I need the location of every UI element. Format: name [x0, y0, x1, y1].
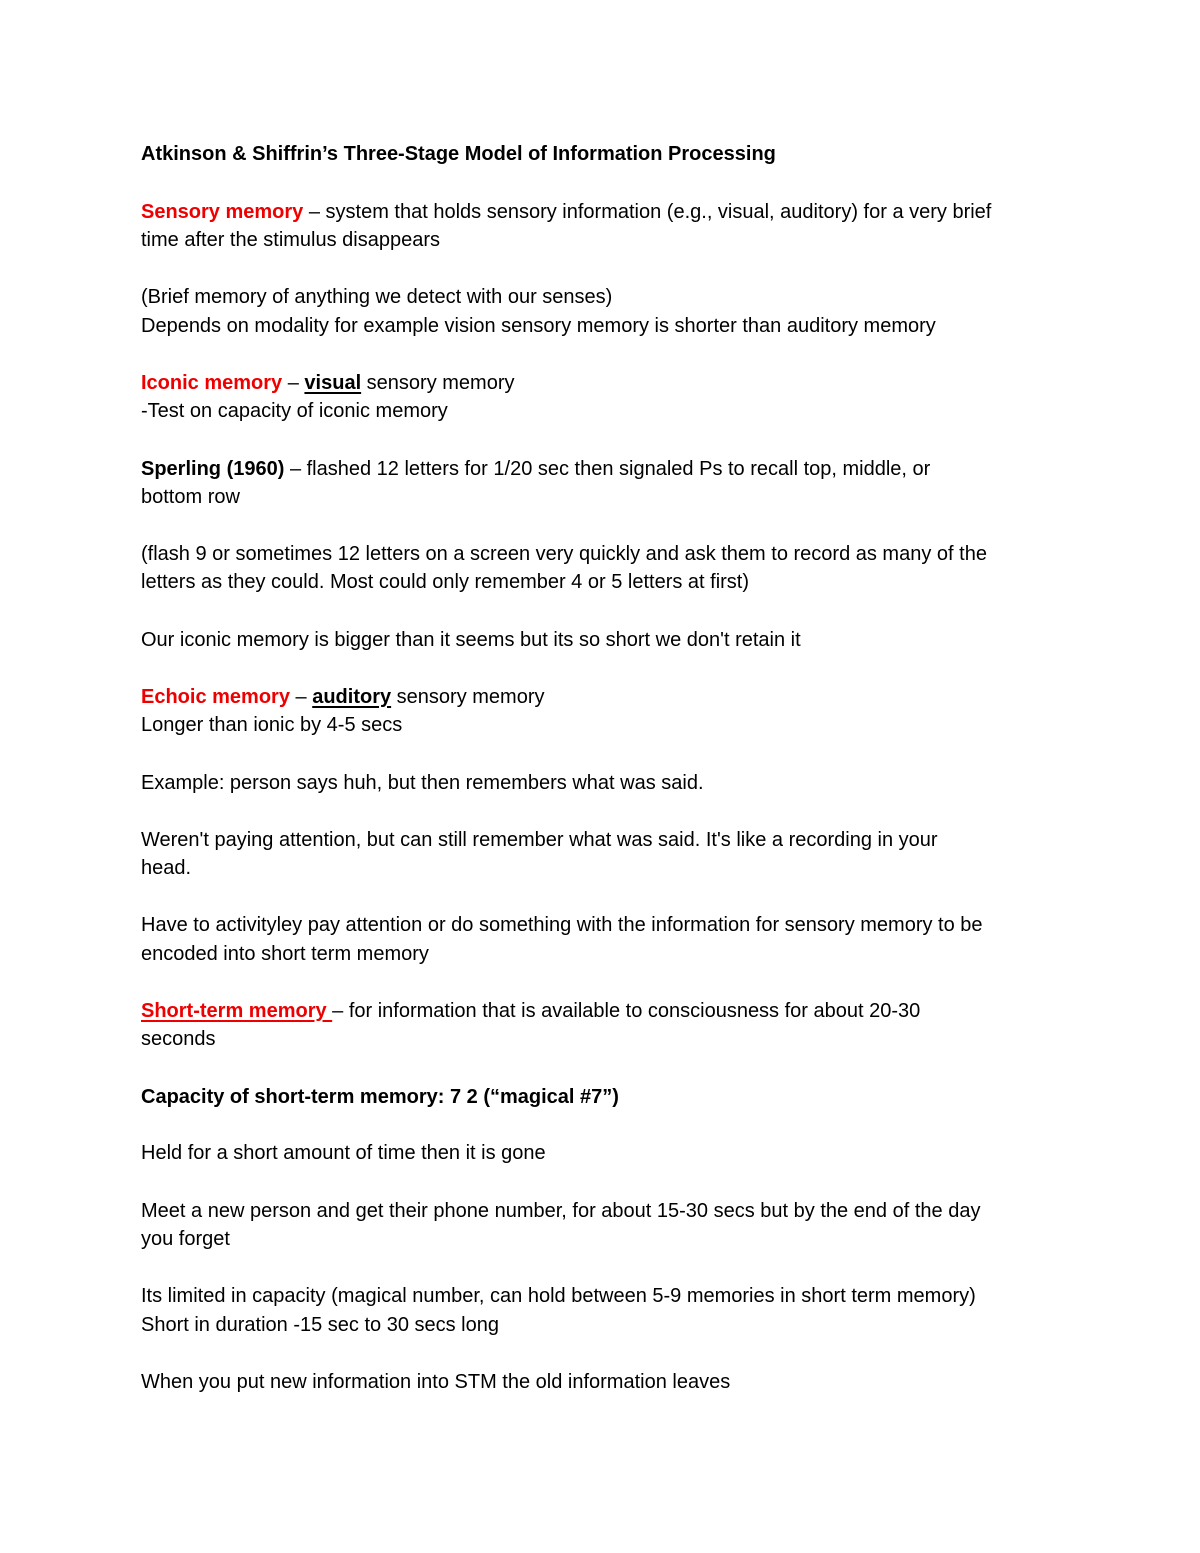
duration-note: Short in duration -15 sec to 30 secs long — [141, 1314, 499, 1336]
sperling-line2: bottom row — [141, 486, 240, 508]
flash-note-line1: (flash 9 or sometimes 12 letters on a screen very quickly and ask them to record as many of the — [141, 543, 987, 565]
document-title: Atkinson & Shiffrin’s Three-Stage Model of Information Processing — [141, 143, 776, 165]
modality-note: Depends on modality for example vision sensory memory is shorter than auditory memory — [141, 315, 936, 337]
iconic-memory-term: Iconic memory — [141, 372, 283, 394]
sperling-study — [141, 455, 930, 483]
short-term-memory-line2: seconds — [141, 1028, 216, 1050]
iconic-memory-dash: – — [282, 372, 305, 394]
flash-note-line2: letters as they could. Most could only remember 4 or 5 letters at first) — [141, 571, 750, 593]
echoic-memory-keyword: auditory — [312, 686, 392, 708]
sensory-memory-def-line1: – system that holds sensory information (e.g., visual, auditory) for a very brief — [303, 201, 992, 223]
echoic-memory-dash: – — [289, 686, 313, 708]
phone-note-line1: Meet a new person and get their phone number, for about 15-30 secs but by the end of the day — [141, 1200, 981, 1222]
held-note: Held for a short amount of time then it is gone — [141, 1142, 546, 1164]
activity-note-line2: encoded into short term memory — [141, 943, 429, 965]
sperling-term: Sperling (1960) — [141, 458, 285, 480]
sensory-memory-definition — [141, 198, 991, 226]
activity-note-line1: Have to activityley pay attention or do something with the information for sensory memory to be — [141, 914, 983, 936]
echoic-memory-term: Echoic memory — [141, 686, 290, 708]
attention-note-line2: head. — [141, 857, 192, 879]
iconic-memory-test: -Test on capacity of iconic memory — [141, 400, 448, 422]
echoic-longer-note: Longer than ionic by 4-5 secs — [141, 714, 403, 736]
brief-memory-note: (Brief memory of anything we detect with our senses) — [141, 286, 613, 308]
echoic-memory-definition — [141, 683, 544, 711]
attention-note-line1: Weren't paying attention, but can still remember what was said. It's like a recording in your — [141, 829, 938, 851]
short-term-memory-term: Short-term memory — [141, 1000, 333, 1022]
document-page — [141, 0, 1071, 1553]
sensory-memory-term: Sensory memory — [141, 201, 304, 223]
new-information-note: When you put new information into STM the old information leaves — [141, 1371, 731, 1393]
iconic-bigger-note: Our iconic memory is bigger than it seems but its so short we don't retain it — [141, 629, 801, 651]
short-term-memory-line1: – for information that is available to consciousness for about 20-30 — [332, 1000, 921, 1022]
iconic-memory-rest: sensory memory — [361, 372, 515, 394]
short-term-memory-definition — [141, 997, 920, 1025]
echoic-memory-rest: sensory memory — [391, 686, 545, 708]
phone-note-line2: you forget — [141, 1228, 230, 1250]
sensory-memory-def-line2: time after the stimulus disappears — [141, 229, 441, 251]
limited-capacity-note: Its limited in capacity (magical number, can hold between 5-9 memories in short term memory) — [141, 1285, 976, 1307]
iconic-memory-definition — [141, 369, 515, 397]
stm-capacity-heading: Capacity of short-term memory: 7 2 (“magical #7”) — [141, 1086, 619, 1108]
iconic-memory-keyword: visual — [304, 372, 362, 394]
example-huh-note: Example: person says huh, but then remembers what was said. — [141, 772, 704, 794]
sperling-line1: – flashed 12 letters for 1/20 sec then signaled Ps to recall top, middle, or — [284, 458, 931, 480]
